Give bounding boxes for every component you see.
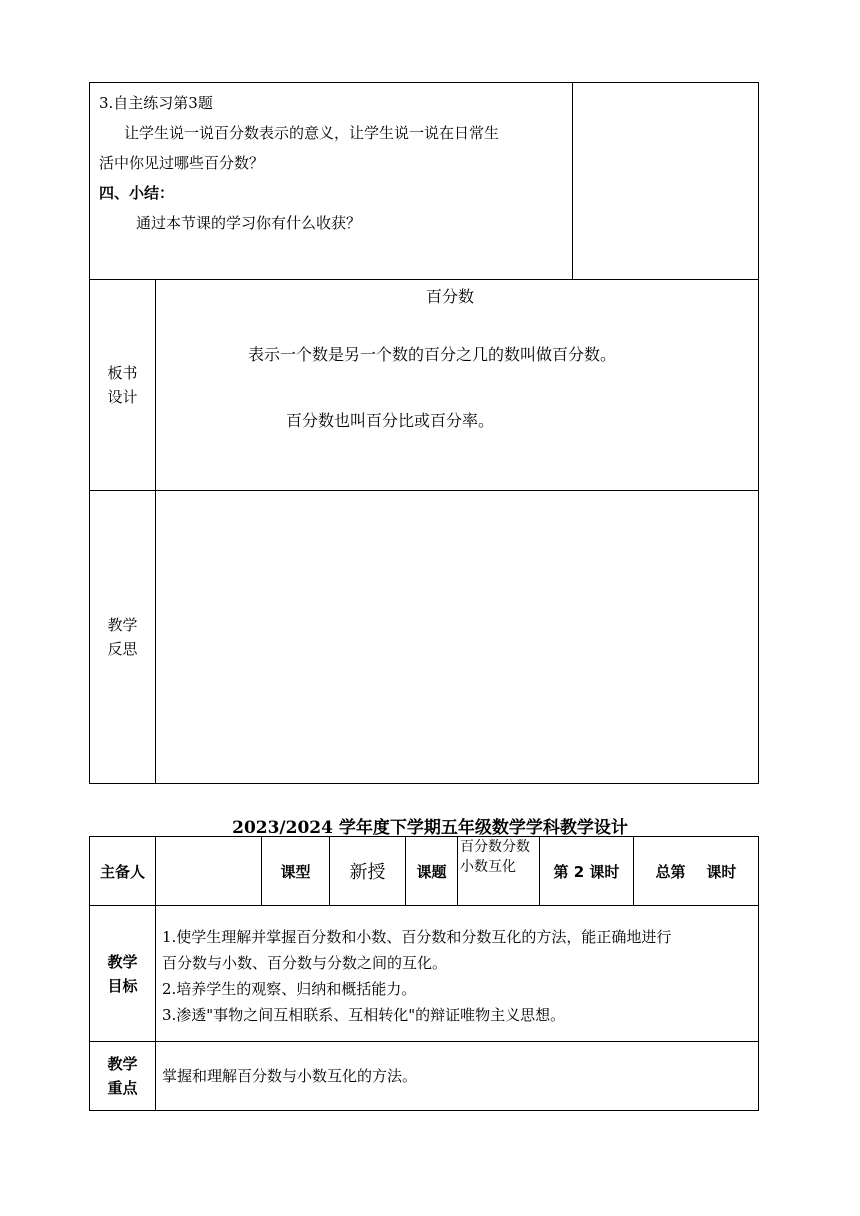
objective-line2: 百分数与小数、百分数与分数之间的互化。 bbox=[162, 953, 448, 972]
board-line2: 百分数也叫百分比或百分率。 bbox=[286, 411, 495, 430]
period-value: 第 2 课时 bbox=[540, 837, 634, 906]
board-design-content bbox=[156, 280, 759, 491]
item3-body-line2: 活中你见过哪些百分数？ bbox=[99, 154, 265, 172]
key-points-content bbox=[156, 1042, 759, 1111]
topic-value: 百分数分数小数互化 bbox=[460, 839, 530, 875]
board-design-label: 板书 设计 bbox=[90, 280, 156, 491]
objectives-label: 教学 目标 bbox=[90, 906, 156, 1042]
objective-line1: 1.使学生理解并掌握百分数和小数、百分数和分数互化的方法，能正确地进行 bbox=[162, 927, 672, 946]
topic-value-cell bbox=[458, 837, 540, 906]
preparer-value bbox=[156, 837, 262, 906]
document-title: 2023/2024 学年度下学期五年级数学学科教学设计 bbox=[232, 818, 628, 838]
board-title: 百分数 bbox=[426, 287, 475, 306]
lesson-design-table bbox=[89, 836, 759, 1111]
key-points-text: 掌握和理解百分数与小数互化的方法。 bbox=[162, 1067, 418, 1085]
objectives-content bbox=[156, 906, 759, 1042]
item3-body-line1: 让学生说一说百分数表示的意义，让学生说一说在日常生 bbox=[124, 124, 500, 142]
lesson-type-value: 新授 bbox=[330, 837, 406, 906]
objective-line4: 3.渗透"事物之间互相联系、互相转化"的辩证唯物主义思想。 bbox=[162, 1005, 566, 1024]
notes-cell bbox=[573, 83, 759, 280]
summary-body: 通过本节课的学习你有什么收获？ bbox=[136, 214, 362, 232]
reflection-label: 教学 反思 bbox=[90, 491, 156, 784]
practice-summary-cell bbox=[90, 83, 573, 280]
lesson-type-label: 课型 bbox=[262, 837, 330, 906]
item3-title: 3.自主练习第3题 bbox=[99, 94, 213, 112]
lesson-continuation-table bbox=[89, 82, 759, 784]
board-line1: 表示一个数是另一个数的百分之几的数叫做百分数。 bbox=[248, 345, 617, 364]
summary-heading: 四、小结： bbox=[99, 184, 175, 202]
total-period-label: 总第 课时 bbox=[634, 837, 759, 906]
objective-line3: 2.培养学生的观察、归纳和概括能力。 bbox=[162, 979, 417, 998]
reflection-content bbox=[156, 491, 759, 784]
topic-label: 课题 bbox=[406, 837, 458, 906]
preparer-label: 主备人 bbox=[90, 837, 156, 906]
key-points-label: 教学 重点 bbox=[90, 1042, 156, 1111]
